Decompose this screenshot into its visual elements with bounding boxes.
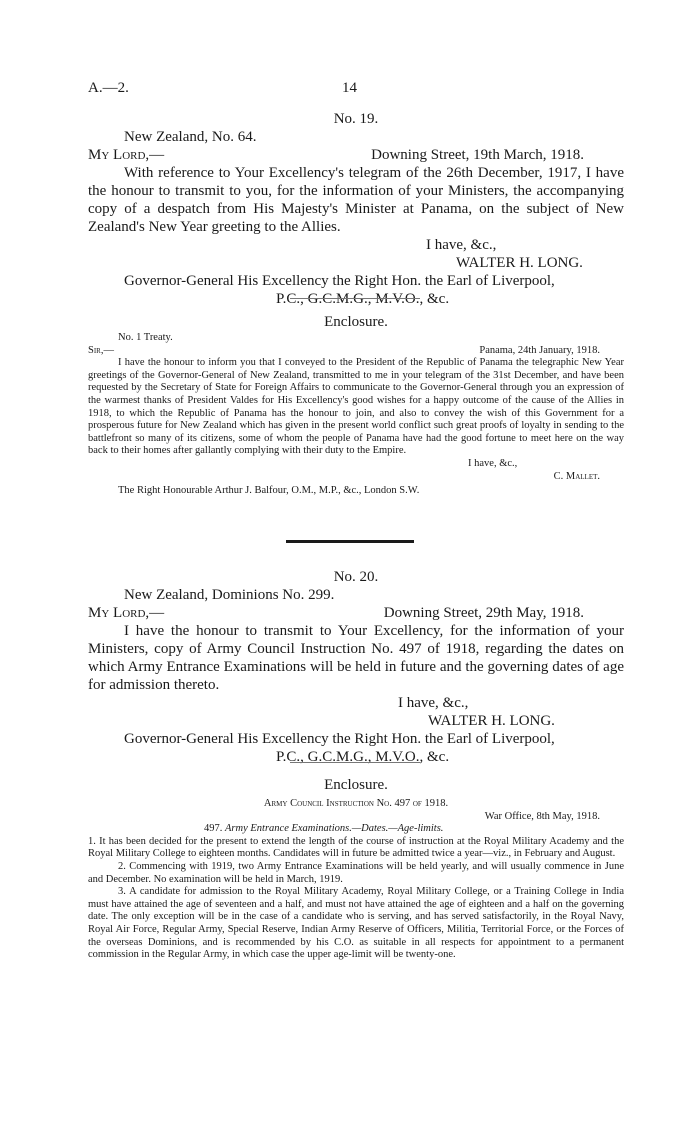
paragraph-1: 1. It has been decided for the present to extend the length of the course of instruction at the Royal Military Academy and the Royal Military College to eighteen months. Candidates will in future be admitted twice a year—viz., in February and August. [88, 835, 624, 860]
letter-number: No. 19. [333, 111, 379, 127]
addressee-line-1: Governor-General His Excellency the Right Hon. the Earl of Liverpool, [124, 731, 555, 747]
letter-20 [88, 568, 624, 766]
letter-code: New Zealand, Dominions No. 299. [124, 587, 335, 603]
paragraph-2: 2. Commencing with 1919, two Army Entrance Examinations will be held yearly, and will usually commence in June and December. No examination will be held in March, 1919. [88, 860, 624, 885]
letter-code: New Zealand, No. 64. [124, 129, 257, 145]
signature: WALTER H. LONG. [428, 713, 555, 729]
instruction-title: Army Council Instruction No. 497 of 1918. [263, 798, 449, 809]
place-date: Panama, 24th January, 1918. [479, 344, 600, 356]
instruction-subject [88, 823, 624, 836]
enclosure-heading: Enclosure. [324, 314, 388, 330]
salutation-line [88, 604, 624, 622]
signature: WALTER H. LONG. [456, 255, 583, 271]
place-date: Downing Street, 29th May, 1918. [383, 605, 584, 621]
closing: I have, &c., [468, 457, 518, 469]
place-date: Downing Street, 19th March, 1918. [371, 147, 584, 163]
enclosure-2 [88, 798, 624, 962]
place-date: War Office, 8th May, 1918. [484, 810, 600, 822]
closing: I have, &c., [398, 695, 469, 711]
addressee-line-2: P.C., G.C.M.G., M.V.O., &c. [276, 291, 450, 307]
addressee-line-1: Governor-General His Excellency the Right Hon. the Earl of Liverpool, [124, 273, 555, 289]
letter-body: With reference to Your Excellency's telegram of the 26th December, 1917, I have the honour to transmit to you, for the information of your Ministers, the accompanying copy of a despatch from His Majesty's Minister at Panama, on the subject of New Zealand's New Year greeting to the Allies. [88, 165, 624, 235]
letter-19 [88, 110, 624, 308]
salutation: My Lord,— [88, 147, 165, 163]
salutation: Sir,— [88, 344, 114, 356]
subject-title: Army Entrance Examinations.—Dates.—Age-limits. [225, 823, 444, 835]
divider [290, 298, 420, 299]
letter-number: No. 20. [333, 569, 379, 585]
addressee: The Right Honourable Arthur J. Balfour, O.M., M.P., &c., London S.W. [118, 485, 420, 497]
enclosure-heading: Enclosure. [324, 777, 388, 793]
treaty-number: No. 1 Treaty. [118, 332, 173, 343]
divider [290, 762, 420, 763]
signature: C. Mallet. [553, 470, 600, 482]
subject-number: 497. [204, 823, 223, 835]
enclosure-1 [88, 332, 624, 498]
letter-body: I have the honour to transmit to Your Excellency, for the information of your Ministers, copy of Army Council Instruction No. 497 of 1918, regarding the dates on which Army Entrance Examinations will be held in future and the governing dates of age for admission thereto. [88, 623, 624, 693]
salutation-line [88, 146, 624, 164]
section-divider [286, 540, 414, 543]
enclosure-body: I have the honour to inform you that I conveyed to the President of the Republic of Panama the telegraphic New Year greetings of the Governor-General of New Zealand, transmitted to me in your telegram of the 31st December, and have been requested by the Secretary of State for Foreign Affairs to communicate to the Governor-General through you an expression of the warmest thanks of President Valdes for His Excellency's good wishes for a happy outcome of the cause of the Allies in 1918, to which the Republic of Panama has the honour to join, and also to convey the wish of this Government for a prosperous future for New Zealand which has given in the present world conflict such great proofs of loyalty in sending to the battlefront so many of its citizens, some of whom the people of Panama have had the good fortune to meet here on the way back to their homes after gallantly complying with their duty to the Empire. [88, 357, 624, 457]
page-number: 14 [342, 80, 357, 96]
document-reference: A.—2. [88, 80, 129, 96]
salutation: My Lord,— [88, 605, 165, 621]
addressee-line-2: P.C., G.C.M.G., M.V.O., &c. [276, 749, 450, 765]
closing: I have, &c., [426, 237, 497, 253]
paragraph-3: 3. A candidate for admission to the Royal Military Academy, Royal Military College, or a Training College in India must have attained the age of seventeen and a half, and must not have attained the age of eighteen and a half on the governing date. The only exception will be in the case of a candidate who is serving, and has served satisfactorily, in the Royal Navy, Royal Air Force, Regular Army, Special Reserve, Indian Army Reserve of Officers, Militia, Territorial Force, or the Forces of the overseas Dominions, and is recommended by his C.O. as suitable in all respects for appointment to a permanent commission in the Regular Army, in which case the upper age-limit will be twenty-one. [88, 886, 624, 961]
salutation-line [88, 345, 624, 358]
